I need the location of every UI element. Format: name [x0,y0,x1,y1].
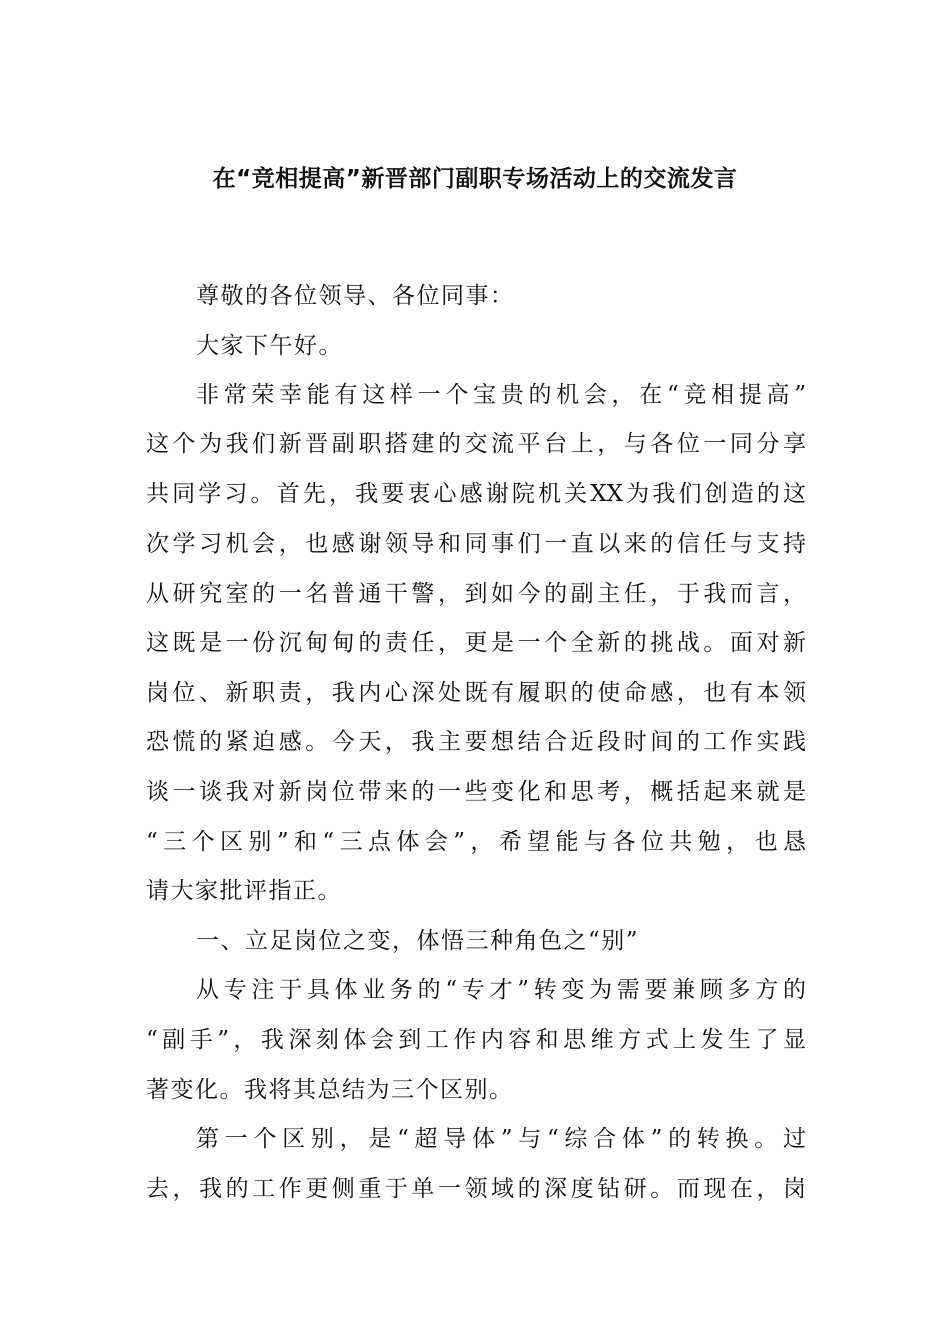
section-heading: 一、立足岗位之变，体悟三种角色之“别” [196,928,640,954]
salutation-line: 尊敬的各位领导、各位同事： [196,283,515,309]
body-line: “副手”，我深刻体会到工作内容和思维方式上发生了显 [146,1027,806,1053]
body-line: 非常荣幸能有这样一个宝贵的机会，在“竞相提高” [196,382,806,408]
body-line: 岗位、新职责，我内心深处既有履职的使命感，也有本领 [146,680,806,706]
body-line: 这既是一份沉甸甸的责任，更是一个全新的挑战。面对新 [146,630,806,656]
body-line: “三个区别”和“三点体会”，希望能与各位共勉，也恳 [146,829,806,855]
body-line: 请大家批评指正。 [146,878,342,904]
body-line: 从专注于具体业务的“专才”转变为需要兼顾多方的 [196,977,806,1003]
document-title: 在“竞相提高”新晋部门副职专场活动上的交流发言 [212,166,738,192]
body-line: 共同学习。首先，我要衷心感谢院机关XX为我们创造的这 [146,481,806,507]
body-line: 谈一谈我对新岗位带来的一些变化和思考，概括起来就是 [146,779,806,805]
body-line: 著变化。我将其总结为三个区别。 [146,1077,514,1103]
body-line: 第一个区别，是“超导体”与“综合体”的转换。过 [196,1126,806,1152]
body-line: 这个为我们新晋副职搭建的交流平台上，与各位一同分享 [146,431,806,457]
greeting-line: 大家下午好。 [196,333,343,359]
body-line: 从研究室的一名普通干警，到如今的副主任，于我而言， [146,581,806,607]
body-line: 次学习机会，也感谢领导和同事们一直以来的信任与支持 [146,531,806,557]
body-line: 去，我的工作更侧重于单一领域的深度钻研。而现在，岗 [146,1176,806,1202]
body-line: 恐慌的紧迫感。今天，我主要想结合近段时间的工作实践 [146,729,806,755]
